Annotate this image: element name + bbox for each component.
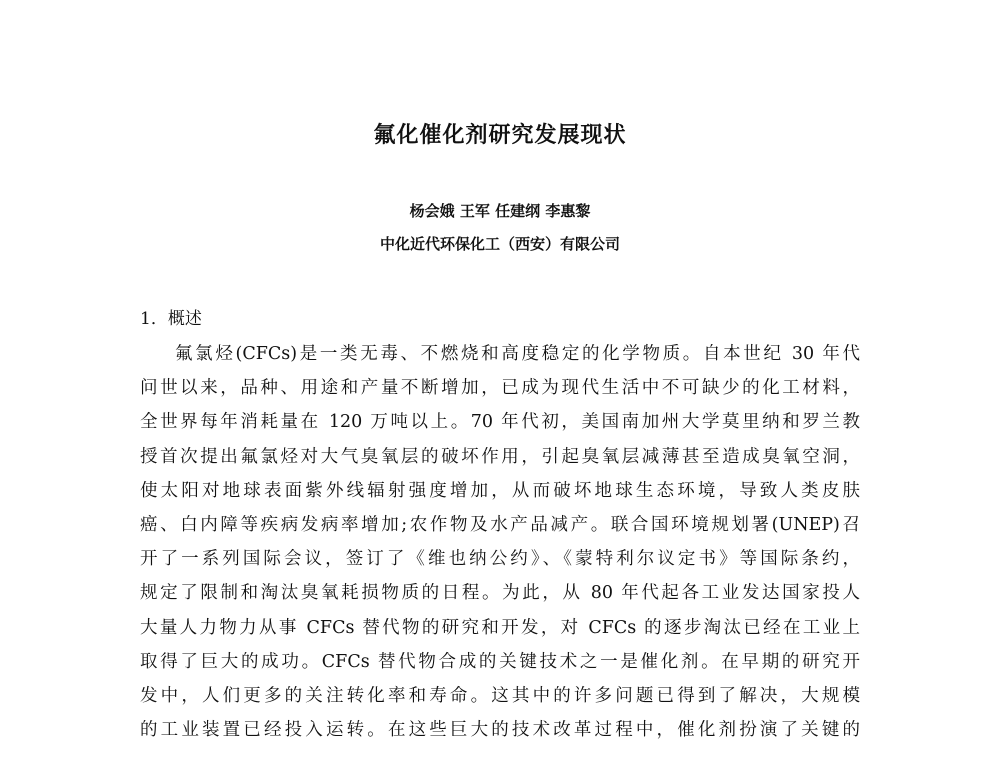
paragraph-line: 全世界每年消耗量在 120 万吨以上。70 年代初，美国南加州大学莫里纳和罗兰教 <box>140 412 860 433</box>
body-text <box>140 337 860 747</box>
paragraph-line: 规定了限制和淘汰臭氧耗损物质的日程。为此，从 80 年代起各工业发达国家投人 <box>140 583 860 604</box>
page-title: 氟化催化剂研究发展现状 <box>373 123 627 148</box>
paragraph-line: 发中，人们更多的关注转化率和寿命。这其中的许多问题已得到了解决，大规模 <box>140 685 860 706</box>
author-list: 杨会娥 王军 任建纲 李惠黎 <box>409 202 591 220</box>
paragraph-line: 大量人力物力从事 CFCs 替代物的研究和开发，对 CFCs 的逐步淘汰已经在工业上 <box>140 617 860 638</box>
paragraph-line: 使太阳对地球表面紫外线辐射强度增加，从而破坏地球生态环境，导致人类皮肤 <box>140 480 860 501</box>
paragraph-line: 问世以来，品种、用途和产量不断增加，已成为现代生活中不可缺少的化工材料， <box>140 378 860 399</box>
paragraph-line: 开了一系列国际会议，签订了《维也纳公约》、《蒙特利尔议定书》等国际条约， <box>140 549 860 570</box>
section-heading: 1．概述 <box>140 309 202 329</box>
paragraph-line: 癌、白内障等疾病发病率增加;农作物及水产品减产。联合国环境规划署(UNEP)召 <box>140 514 860 535</box>
paragraph-line: 授首次提出氟氯烃对大气臭氧层的破坏作用，引起臭氧层减薄甚至造成臭氧空洞， <box>140 446 860 467</box>
paragraph-line: 氟氯烃(CFCs)是一类无毒、不燃烧和高度稳定的化学物质。自本世纪 30 年代 <box>175 344 860 364</box>
paragraph-line: 的工业装置已经投入运转。在这些巨大的技术改革过程中，催化剂扮演了关键的 <box>140 720 860 741</box>
paragraph-line: 取得了巨大的成功。CFCs 替代物合成的关键技术之一是催化剂。在早期的研究开 <box>140 651 860 672</box>
affiliation: 中化近代环保化工（西安）有限公司 <box>379 235 620 253</box>
